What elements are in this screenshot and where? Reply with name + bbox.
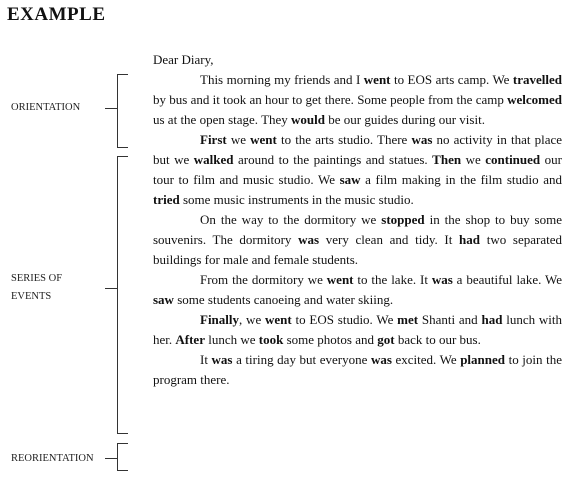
label-series-line1: SERIES OF [11,273,63,284]
paragraph-reorientation: It was a tiring day but everyone was excited. We planned to join the program there. [153,352,562,387]
paragraph-orientation: This morning my friends and I went to EOS arts camp. We travelled by bus and it took an hour to get there. Some people from the camp welcomed us at the open stage. They would be our guides during our visit. [153,72,562,127]
diary-text [153,50,562,390]
label-series-line2: EVENTS [11,291,52,302]
paragraph-events-3: From the dormitory we went to the lake. It was a beautiful lake. We saw some students canoeing and water skiing. [153,272,562,307]
bracket-series-of-events [117,156,128,434]
bracket-tick-orientation [105,108,117,109]
label-series-of-events [11,270,62,306]
paragraph-events-2: On the way to the dormitory we stopped in the shop to buy some souvenirs. The dormitory was very clean and tidy. It had two separated buildings for male and female students. [153,212,562,267]
bracket-tick-series [105,288,117,289]
paragraph-events-4: Finally, we went to EOS studio. We met Shanti and had lunch with her. After lunch we took some photos and got back to our bus. [153,312,563,347]
label-reorientation: REORIENTATION [11,453,94,464]
label-orientation: ORIENTATION [11,102,81,113]
paragraph-events-1: First we went to the arts studio. There was no activity in that place but we walked around to the paintings and statues. Then we continued our tour to film and music studio. We saw a film making in the film studio and tried some music instruments in the music studio. [153,132,563,207]
salutation: Dear Diary, [153,52,214,67]
bracket-reorientation [117,443,128,471]
page-title: EXAMPLE [7,4,106,25]
bracket-tick-reorientation [105,458,117,459]
bracket-orientation [117,74,128,148]
